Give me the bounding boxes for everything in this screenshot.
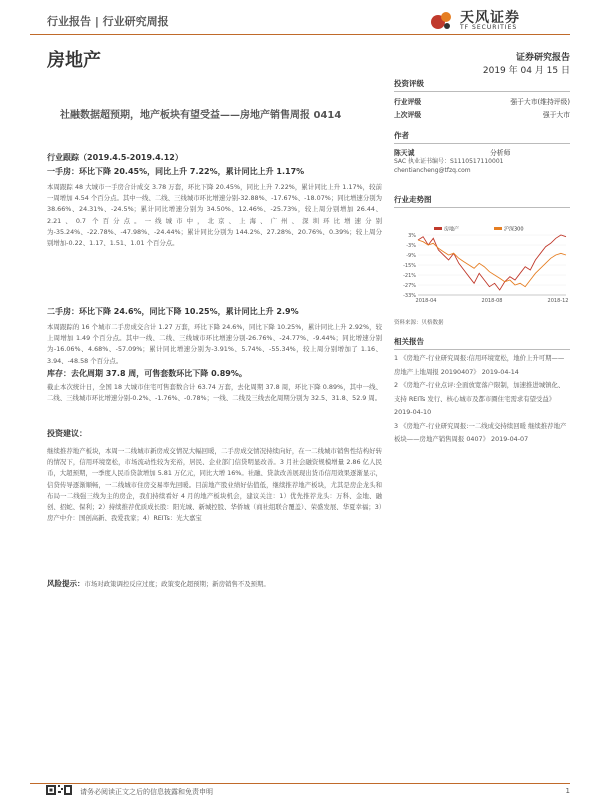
- chart-source: 资料来源：贝格数据: [394, 320, 444, 326]
- y-tick-label: -27%: [403, 283, 416, 289]
- related-list: [394, 352, 570, 447]
- footer-rule: [30, 783, 570, 784]
- y-tick-label: -33%: [403, 293, 416, 299]
- related-head: 相关报告: [394, 336, 570, 350]
- y-tick-label: 3%: [408, 233, 416, 239]
- risk-notice: [47, 578, 382, 590]
- rating-head: 投资评级: [394, 78, 570, 92]
- industry-rating-row: [394, 96, 570, 106]
- related-report-item[interactable]: 1 《房地产-行业研究周报:信用环境宽松，地价上升可期——房地产上地周报 20190407》 2019-04-14: [394, 354, 565, 376]
- inventory-paragraph: 截止本次统计日，全国 18 大城市住宅可售套数合计 63.74 万套，去化周期 37.8 周，环比下降 0.89%，其中一线、二线、三线城市环比增速分别-0.2%、-1.76%、-0.78%；一线、二线及三线去化周期分别为 32.5、31.8、52.9 周。: [47, 383, 382, 403]
- new-home-head: 一手房：环比下降 20.45%，同比上升 7.22%，累计同比上升 1.17%: [47, 167, 305, 176]
- author-role: 分析师: [490, 149, 511, 157]
- previous-rating-value: 强于大市: [542, 111, 570, 119]
- legend-swatch: [434, 227, 442, 230]
- report-type: 证券研究报告: [515, 53, 570, 63]
- new-home-paragraph: 本周跟踪 48 大城市一手房合计成交 3.78 万套，环比下降 20.45%，同比上升 7.22%，累计同比上升 1.17%，较前一周增加 4.54 个百分点。其中一线、二线、三线城市环比增速分别-32.88%、-17.67%、-18.07%；同比增速分别为 38.66%、24.31%、-24.5%；累计同比增速分别为 34.50%、12.46%、-25.73%，较上周分别增加 26.44、2.21、0.7 个百分点。一线城市中，北京、上海、广州、深圳环比增速分别为-35.24%、-22.78%、-47.98%、-24.44%；累计同比分别为 144.2%、27.28%、20.76%、0.39%；较上周分别增加-0.22、1.17、1.51、1.01 个百分点。: [47, 183, 382, 248]
- previous-rating-row: [394, 109, 570, 119]
- inventory-head: 库存：去化周期 37.8 周，可售套数环比下降 0.89%。: [47, 369, 247, 378]
- legend-label: 房地产: [444, 226, 460, 233]
- report-title: 社融数据超预期，地产板块有望受益——房地产销售周报 0414: [60, 110, 342, 121]
- author-name: 陈天诚: [394, 149, 415, 157]
- header-rule: [30, 34, 570, 35]
- x-tick-label: 2018-12: [547, 298, 569, 304]
- y-tick-label: -3%: [406, 243, 416, 249]
- trend-chart: [394, 225, 570, 310]
- author-sac: SAC 执业证书编号：S1110517110001: [394, 158, 504, 165]
- page-number: 1: [565, 787, 570, 795]
- report-date: 2019 年 04 月 15 日: [482, 66, 570, 76]
- y-tick-label: -21%: [403, 273, 416, 279]
- sector-title: 房地产: [47, 50, 101, 71]
- series-line-real-estate: [418, 235, 566, 290]
- qr-code-icon: [46, 785, 72, 795]
- legend-label: 沪深300: [504, 226, 524, 233]
- y-tick-label: -15%: [403, 263, 416, 269]
- author-head: 作者: [394, 130, 570, 144]
- risk-label: 风险提示：: [47, 579, 85, 588]
- related-block: [394, 336, 570, 447]
- rating-block: [394, 78, 570, 119]
- x-tick-label: 2018-08: [481, 298, 503, 304]
- legend-swatch: [494, 227, 502, 230]
- tracking-head: 行业跟踪（2019.4.5-2019.4.12）: [47, 153, 183, 162]
- x-tick-label: 2018-04: [415, 298, 437, 304]
- author-block: [394, 130, 570, 175]
- industry-rating-value: 强于大市(维持评级): [510, 98, 570, 106]
- logo: [430, 8, 570, 34]
- advice-paragraph: 继续推荐地产板块，本周一二线城市新房成交情况大幅回暖，二手房成交情况持续向好，在一二线城市销售性结构好转的情况下，信用环境宽松，市场流动性较为充裕，居民、企业部门信贷明显改善。3 月社会融资规模增量 2.86 亿人民币，大超预期，一季度人民币贷款增加 5.81 万亿元，同比大增 16%。社融、贷款改善展现出货币信用效果逐渐显示，信贷传导逐渐顺畅，一二线城市住房交易率先回暖。目前地产股业绩好估值低，继续推荐地产板块，尤其是房企龙头和布局一二线强三线为主的房企，我们持续看好 4 月的地产板块机会，建议关注：1）优先推荐龙头：万科、金地、融创、招蛇、保利；2）持续推荐优质成长股：阳光城、新城控股、华侨城（商社组联合覆盖）、荣盛发展、华夏幸福；3）房产中介：国创高新、我爱我家；4）REITs：光大嘉宝: [47, 447, 382, 523]
- disclaimer-note: 请务必阅读正文之后的信息披露和免责申明: [80, 788, 213, 796]
- series-line-hs300: [418, 240, 566, 287]
- trend-head: 行业走势图: [394, 194, 570, 208]
- trend-head-wrap: [394, 194, 570, 208]
- author-row: [394, 147, 570, 157]
- y-tick-label: -9%: [406, 253, 416, 259]
- trend-chart-svg: [394, 225, 570, 310]
- related-report-item[interactable]: 2 《房地产-行业点评:全面放宽落户限制，加速推进城镇化、支持 REITs 发行、核心城市及都市圈住宅需求有望受益》 2019-04-10: [394, 381, 565, 416]
- resale-paragraph: 本周跟踪的 16 个城市二手房成交合计 1.27 万套，环比下降 24.6%，同比下降 10.25%，累计同比上升 2.92%，较上周增加 1.49 个百分点。其中一线、二线、三线城市环比增速分别-26.76%、-24.77%、-9.44%；同比增速分别为-16.06%、4.68%、-57.09%；累计同比增速分别为-3.91%、5.74%、-55.34%，较上周分别增加了 1.16、3.94、-48.58 个百分点。: [47, 323, 382, 365]
- author-email[interactable]: chentiancheng@tfzq.com: [394, 167, 471, 174]
- advice-head: 投资建议：: [47, 429, 87, 438]
- related-report-item[interactable]: 3 《房地产-行业研究周报:一二线成交持续回暖 继续推荐地产板块——房地产销售周报 0407》 2019-04-07: [394, 421, 567, 443]
- logo-mark-icon: [430, 8, 454, 32]
- risk-text: 市场对政策调控反应过度；政策变化超预期；新房销售不及预期。: [84, 580, 270, 588]
- resale-head: 二手房：环比下降 24.6%，同比下降 10.25%，累计同比上升 2.9%: [47, 307, 299, 316]
- logo-text-en: TF SECURITIES: [460, 24, 518, 31]
- industry-rating-label: 行业评级: [394, 98, 422, 106]
- report-category-tag: 行业报告 | 行业研究周报: [47, 15, 169, 28]
- previous-rating-label: 上次评级: [394, 111, 422, 119]
- logo-text-cn: 天风证券: [460, 10, 520, 26]
